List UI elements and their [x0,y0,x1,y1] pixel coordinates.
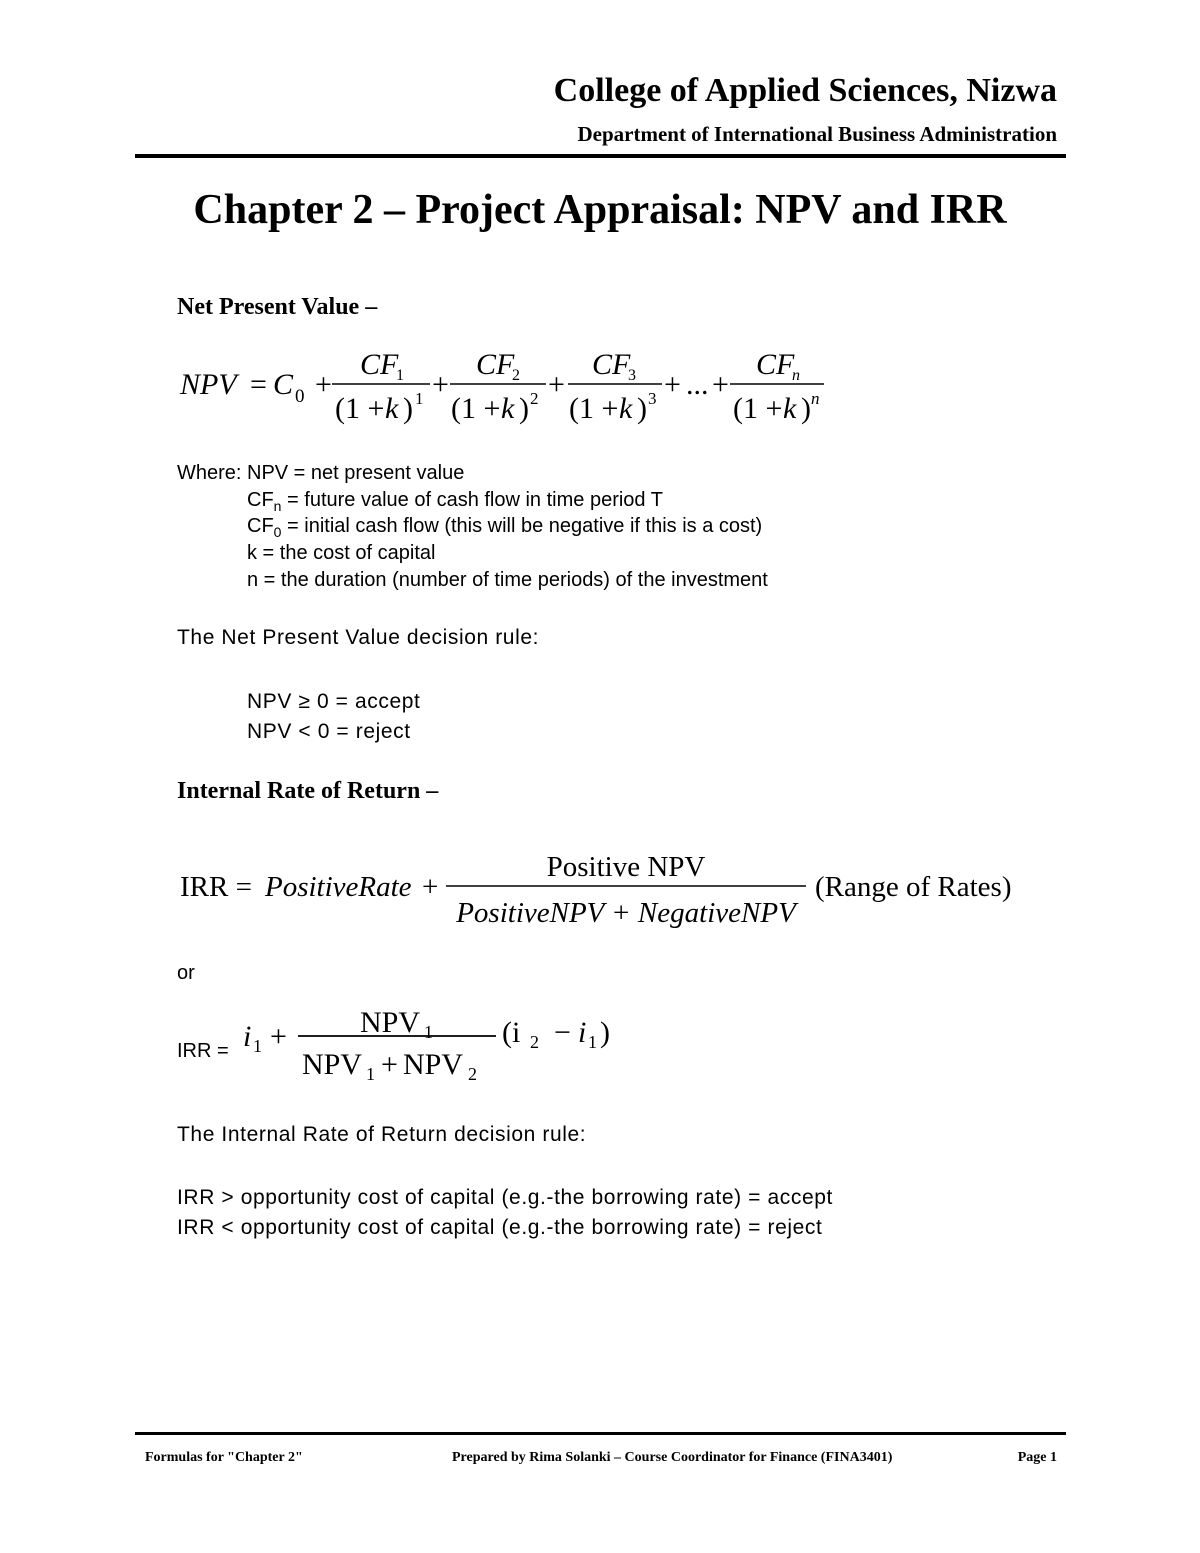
definition-sub: 0 [273,524,282,540]
irr-formula1-lhs: IRR = [180,871,252,903]
npv-term2-den-k: k [501,392,515,425]
npv-term1-den-open: (1 + [335,392,385,425]
where-label: Where: [177,462,242,484]
npv-formula-c-sub: 0 [295,386,305,407]
irr-rule-title: The Internal Rate of Return decision rule: [177,1123,587,1146]
footer-center: Prepared by Rima Solanki – Course Coordinator for Finance (FINA3401) [452,1450,893,1465]
npv-term1-den-k: k [385,392,399,425]
irr-formula2-i1: i [578,1016,587,1049]
npv-term3-cf: CF [592,348,631,381]
irr-rule-accept: IRR > opportunity cost of capital (e.g.-the borrowing rate) = accept [177,1186,833,1209]
header-divider [135,154,1066,158]
npv-term2-den-close: ) [519,392,529,425]
irr-formula2-i-sub: 1 [253,1036,262,1056]
npv-term3-den-k: k [619,392,633,425]
npv-term3-plus: + [664,368,681,401]
npv-formula-c: C [273,368,294,401]
npv-termn-sub: n [792,367,800,384]
npv-term1-den-close: ) [403,392,413,425]
npv-term2-sub: 2 [512,367,520,384]
npv-formula-plus: + [315,368,332,401]
irr-formula2-i2-sub: 2 [530,1032,539,1052]
definition-term: CF [247,515,274,537]
irr-formula2-den-npv2: NPV [403,1048,464,1081]
irr-rule-reject: IRR < opportunity cost of capital (e.g.-the borrowing rate) = reject [177,1216,823,1239]
irr-heading: Internal Rate of Return – [177,778,439,804]
definition-cfn [247,489,663,512]
definition-sub: n [273,498,282,514]
irr-formula2-num-npv: NPV [360,1006,421,1039]
npv-ellipsis-plus: + [712,368,729,401]
npv-term3-den-open: (1 + [569,392,619,425]
department-name: Department of International Business Administration [577,122,1057,146]
definition-text: = net present value [288,462,465,484]
definition-npv [247,462,464,485]
irr-formula2-paren-close: ) [600,1016,610,1049]
definition-term: CF [247,489,274,511]
definition-term: n [247,569,259,591]
npv-heading: Net Present Value – [177,294,378,320]
irr-formula1-range: (Range of Rates) [815,871,1012,903]
definition-text: = the duration (number of time periods) of the investment [258,569,768,591]
page-number: Page 1 [1017,1450,1057,1465]
irr-formula2-i: i [243,1020,252,1053]
irr-formula2-num-sub: 1 [424,1022,433,1042]
irr-formula2-den-sub1: 1 [366,1064,375,1084]
definition-cf0 [247,515,762,538]
irr-formula-2 [238,1000,638,1092]
npv-rule-reject: NPV < 0 = reject [247,720,411,743]
npv-term2-cf: CF [476,348,515,381]
irr-formula2-plus: + [270,1020,287,1053]
npv-formula [170,340,850,440]
npv-term3-sub: 3 [628,367,636,384]
definition-n [247,569,768,592]
or-label: or [177,962,195,984]
npv-term3-den-close: ) [637,392,647,425]
npv-term1-cf: CF [360,348,399,381]
npv-rule-accept: NPV ≥ 0 = accept [247,690,421,713]
npv-term2-den-open: (1 + [451,392,501,425]
irr-formula1-plus: + [422,871,439,903]
npv-termn-exp: n [811,389,820,408]
irr-formula-1 [170,840,1040,940]
irr-formula1-numerator: Positive NPV [546,851,706,883]
irr-formula2-den-sub2: 2 [468,1064,477,1084]
npv-term2-plus: + [548,368,565,401]
irr-formula1-positive-rate: PositiveRate [265,871,412,903]
npv-termn-den-k: k [783,392,797,425]
npv-term1-exp: 1 [415,389,424,408]
npv-termn-cf: CF [756,348,795,381]
irr-formula2-minus: − [554,1016,571,1049]
irr-formula2-paren-open: (i [502,1016,521,1049]
irr-formula2-i1-sub: 1 [588,1032,597,1052]
definition-text: = initial cash flow (this will be negative if this is a cost) [281,515,763,537]
npv-rule-title: The Net Present Value decision rule: [177,626,540,649]
npv-term1-plus: + [432,368,449,401]
npv-formula-lhs: NPV [180,368,237,401]
chapter-title: Chapter 2 – Project Appraisal: NPV and IRR [193,187,1007,233]
npv-termn-den-open: (1 + [733,392,783,425]
npv-term2-exp: 2 [530,389,539,408]
npv-term3-exp: 3 [648,389,657,408]
npv-ellipsis: ... [686,368,709,401]
irr-formula2-den-npv1: NPV [302,1048,363,1081]
definition-term: NPV [247,462,289,484]
institution-name: College of Applied Sciences, Nizwa [553,72,1057,109]
footer-divider [135,1432,1066,1435]
definition-k [247,542,435,565]
footer-left: Formulas for "Chapter 2" [145,1450,303,1465]
npv-term1-sub: 1 [396,367,404,384]
definition-term: k [247,542,257,564]
definition-text: = the cost of capital [257,542,436,564]
definition-text: = future value of cash flow in time period T [281,489,663,511]
npv-termn-den-close: ) [801,392,811,425]
irr-formula2-lhs: IRR = [177,1040,229,1062]
npv-formula-eq: = [250,368,267,401]
irr-formula2-den-plus: + [381,1048,398,1081]
irr-formula1-denominator: PositiveNPV + NegativeNPV [456,897,796,929]
